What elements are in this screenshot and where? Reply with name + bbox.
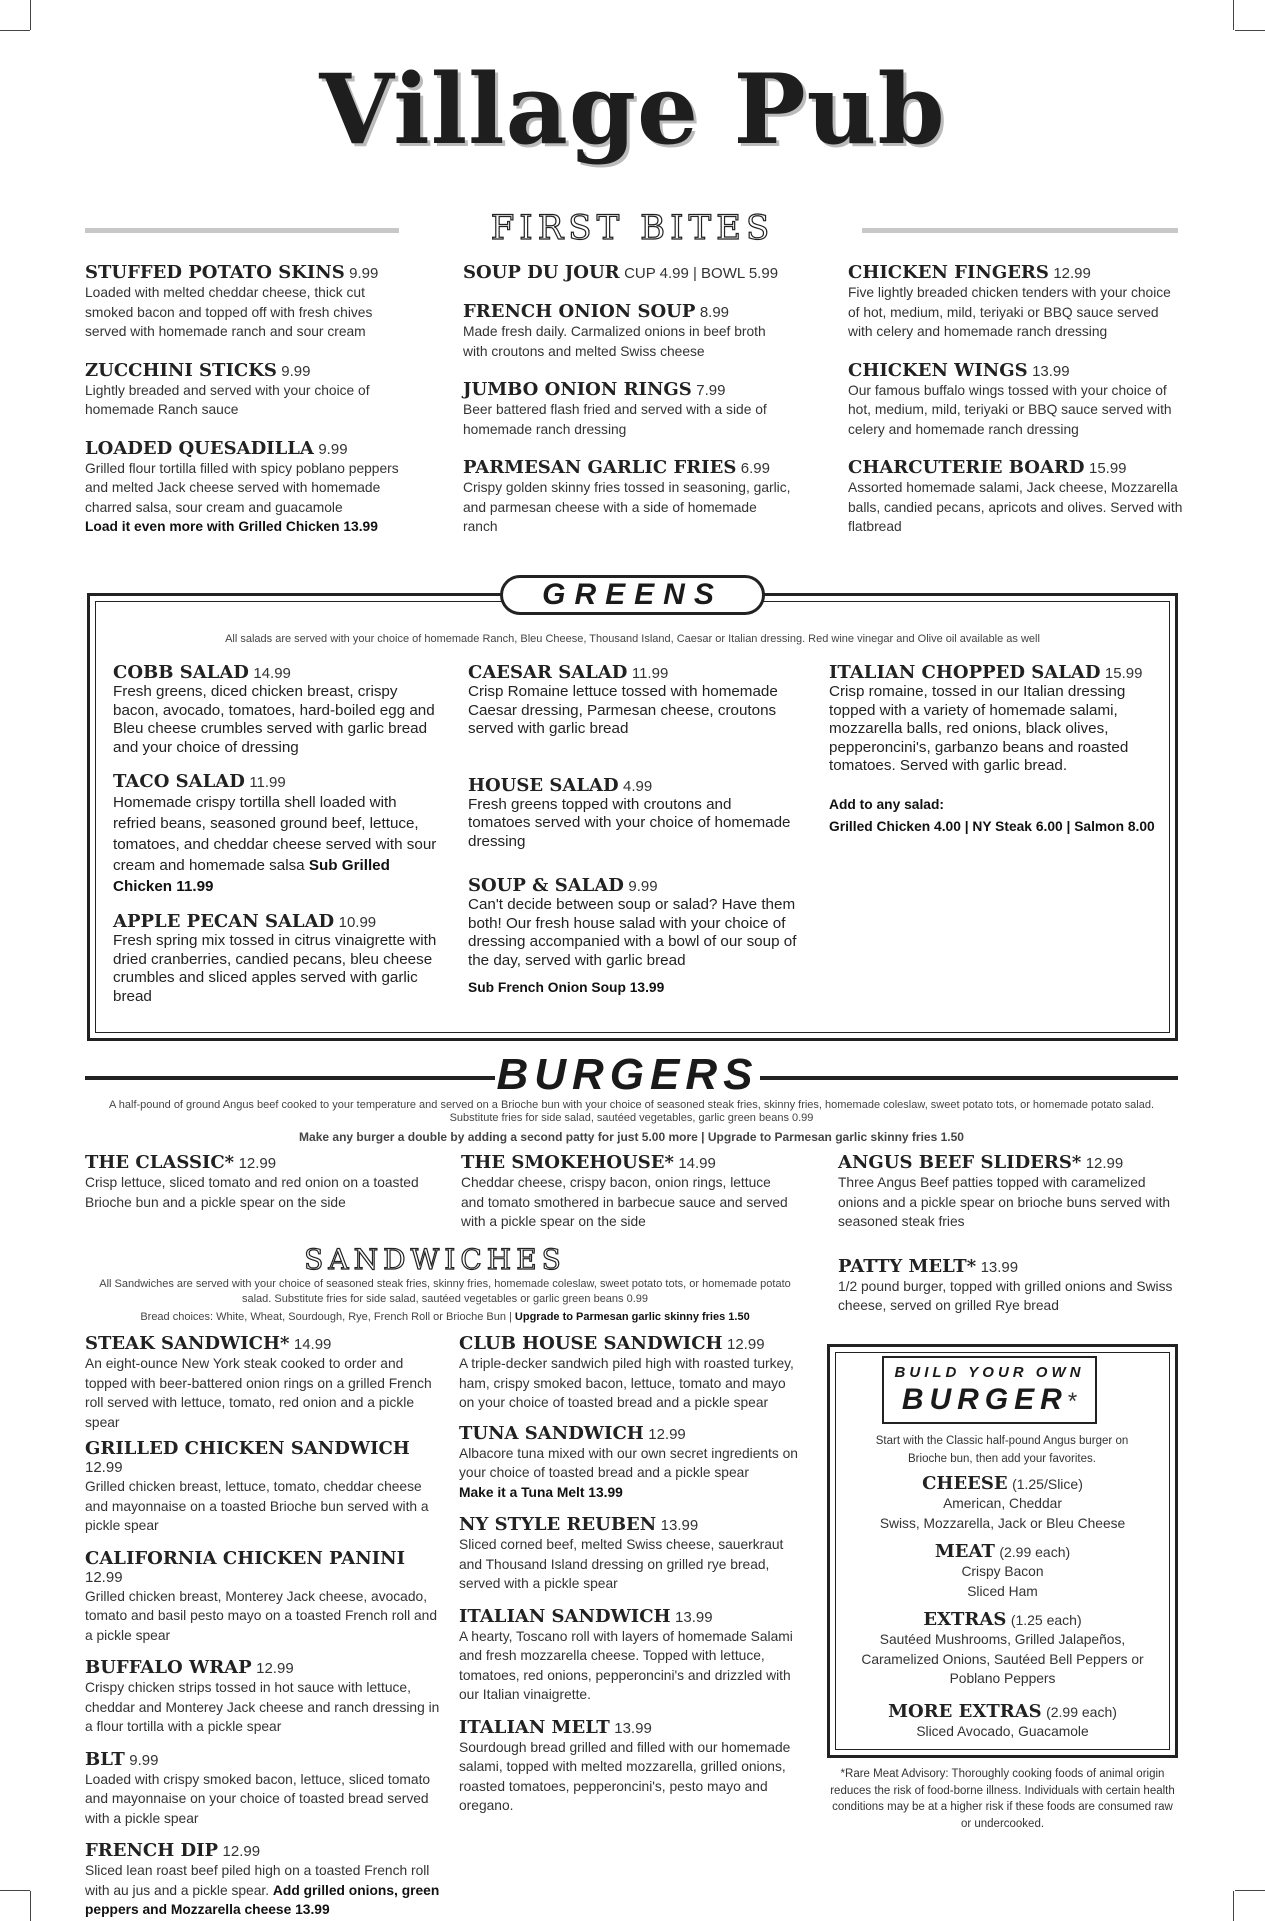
item-description: Grilled flour tortilla filled with spicy poblano peppers and melted Jack cheese served with homemade charred salsa, sour cream and guacamole (85, 460, 399, 515)
item-name: SOUP & SALAD (468, 875, 624, 896)
item-description: A hearty, Toscano roll with layers of homemade Salami and fresh mozzarella cheese. Topped with lettuce, tomatoes, red onions, pepperoncini's and drizzled with our Italian vinaigrette. (459, 1628, 793, 1702)
item-name: CHICKEN FINGERS (848, 262, 1049, 283)
item-description: Crisp Romaine lettuce tossed with homemade Caesar dressing, Parmesan cheese, croutons served with garlic bread (468, 683, 778, 737)
group-name: CHEESE (922, 1473, 1008, 1494)
item-description: Crispy golden skinny fries tossed in seasoning, garlic, and parmesan cheese with a side of homemade ranch (463, 480, 791, 534)
item-addon: Make it a Tuna Melt 13.99 (459, 1484, 623, 1500)
menu-item (461, 1152, 796, 1232)
item-name: ANGUS BEEF SLIDERS* (838, 1152, 1082, 1173)
menu-item (463, 379, 793, 439)
item-description: Sliced lean roast beef piled high on a toasted French roll with au jus and a pickle spear. (85, 1863, 430, 1898)
greens-note: All salads are served with your choice of homemade Ranch, Bleu Cheese, Thousand Island, Caesar or Italian dressing. Red wine vinegar and Olive oil available as well (225, 633, 1040, 645)
item-name: BLT (85, 1748, 125, 1770)
item-price: 12.99 (1053, 265, 1091, 282)
divider-rule (85, 1076, 495, 1080)
group-line: Caramelized Onions, Sautéed Bell Peppers or (861, 1651, 1144, 1667)
menu-item (85, 1657, 445, 1737)
menu-item (468, 875, 798, 998)
item-price: 4.99 (623, 777, 653, 795)
item-price: 12.99 (648, 1425, 686, 1443)
menu-item (85, 360, 405, 420)
item-name: SOUP DU JOUR (463, 262, 620, 283)
item-description: Grilled chicken breast, Monterey Jack cheese, avocado, tomato and basil pesto mayo on a toasted French roll and a pickle spear (85, 1588, 438, 1643)
restaurant-logo: Village Pub (319, 53, 946, 166)
menu-item (459, 1514, 804, 1594)
menu-item (463, 457, 793, 537)
menu-item (459, 1333, 804, 1413)
byo-star: * (1067, 1388, 1078, 1415)
group-line: Crispy Bacon (961, 1564, 1044, 1579)
item-name: HOUSE SALAD (468, 774, 619, 796)
menu-item (468, 662, 798, 739)
item-price: 12.99 (727, 1336, 765, 1353)
divider-rule (85, 228, 399, 233)
item-name: CHARCUTERIE BOARD (848, 457, 1085, 478)
item-price: 12.99 (238, 1155, 277, 1172)
item-price: 9.99 (318, 440, 348, 458)
item-name: ITALIAN CHOPPED SALAD (829, 662, 1101, 683)
byo-group-extras (840, 1609, 1165, 1689)
item-addon: Sub Grilled Chicken 11.99 (113, 857, 390, 895)
menu-item (85, 1438, 445, 1536)
item-description: Our famous buffalo wings tossed with your choice of hot, medium, mild, teriyaki or BBQ sauce served with celery and homemade ranch dressing (848, 382, 1172, 437)
group-line: Sliced Ham (967, 1583, 1038, 1599)
item-name: STUFFED POTATO SKINS (85, 262, 345, 283)
item-price: 7.99 (696, 382, 726, 399)
menu-item (85, 1840, 445, 1920)
burgers-note: A half-pound of ground Angus beef cooked to your temperature and served on a Brioche bun with your choice of seasoned steak fries, skinny fries, homemade coleslaw, sweet potato tots, or homemade potato salad. Substitute fries for side salad, sautéed vegetables, garlic green beans 0.99 (108, 1099, 1154, 1124)
item-name: BUFFALO WRAP (85, 1657, 252, 1678)
item-description: Sliced corned beef, melted Swiss cheese, sauerkraut and Thousand Island dressing on grilled rye bread, served with a pickle spear (459, 1537, 784, 1591)
menu-item (468, 775, 798, 852)
item-description: Crispy chicken strips tossed in hot sauce with lettuce, cheddar and Monterey Jack cheese and ranch dressing in a flour tortilla with a pickle spear (85, 1680, 440, 1734)
menu-item (838, 1152, 1178, 1232)
menu-item (113, 911, 443, 1006)
item-price: 15.99 (1088, 460, 1127, 477)
item-price: 9.99 (129, 1751, 159, 1769)
menu-item (85, 262, 405, 342)
item-name: FRENCH ONION SOUP (463, 301, 696, 322)
item-price: 11.99 (249, 774, 286, 791)
item-description: Loaded with melted cheddar cheese, thick cut smoked bacon and topped off with fresh chives served with homemade ranch and sour cream (85, 285, 373, 339)
group-line: Poblano Peppers (949, 1671, 1056, 1686)
divider-rule (862, 228, 1178, 233)
greens-col-2 (468, 662, 798, 1016)
menu-item (85, 1152, 420, 1212)
item-description: Five lightly breaded chicken tenders with your choice of hot, medium, mild, teriyaki or BBQ sauce served with celery and homemade ranch dressing (848, 285, 1171, 339)
item-price: 13.99 (675, 1608, 713, 1626)
item-price: 12.99 (256, 1660, 294, 1677)
byo-big-wrap (884, 1383, 1095, 1417)
item-description: Three Angus Beef patties topped with caramelized onions and a pickle spear on brioche buns served with seasoned steak fries (838, 1175, 1171, 1229)
item-description: Can't decide between soup or salad? Have them both! Our fresh house salad with your choice of dressing accompanied with a bowl of our soup of the day, served with garlic bread (468, 896, 797, 969)
item-name: CAESAR SALAD (468, 662, 628, 683)
greens-col-1 (113, 662, 443, 1024)
upgrade-note: Upgrade to Parmesan garlic skinny fries 1.50 (514, 1311, 750, 1323)
group-price: (2.99 each) (999, 1544, 1071, 1560)
item-price: 9.99 (281, 362, 311, 380)
item-name: PATTY MELT* (838, 1255, 977, 1277)
sandwiches-title: SANDWICHES (304, 1243, 566, 1276)
item-addon: Add grilled onions, green peppers and Mozzarella cheese 13.99 (85, 1882, 440, 1917)
item-description: Homemade crispy tortilla shell loaded with refried beans, seasoned ground beef, lettuce, tomatoes, and cheddar cheese served with sour cream and homemade salsa (113, 794, 437, 874)
menu-item (85, 438, 405, 537)
item-name: NY STYLE REUBEN (459, 1514, 657, 1535)
item-name: APPLE PECAN SALAD (113, 911, 335, 932)
menu-item (459, 1423, 804, 1503)
byo-group-more-extras (840, 1701, 1165, 1742)
group-line: Swiss, Mozzarella, Jack or Bleu Cheese (879, 1515, 1126, 1531)
first-bites-col-1 (85, 262, 405, 555)
group-price: (1.25/Slice) (1012, 1476, 1083, 1492)
menu-item (113, 771, 443, 897)
item-description: Albacore tuna mixed with our own secret ingredients on your choice of toasted bread and a pickle spear (459, 1445, 798, 1480)
item-price: 14.99 (678, 1155, 716, 1172)
group-name: MEAT (934, 1541, 995, 1562)
sandwiches-col-1 (85, 1333, 445, 1921)
byo-small-label: BUILD YOUR OWN (894, 1364, 1085, 1381)
group-price: (2.99 each) (1046, 1703, 1117, 1720)
item-description: Fresh greens, diced chicken breast, crispy bacon, avocado, tomatoes, hard-boiled egg and Bleu cheese crumbles served with garlic bread and your choice of dressing (113, 683, 435, 756)
menu-item (113, 662, 443, 757)
greens-col-3 (829, 662, 1159, 838)
menu-item (848, 360, 1183, 440)
item-name: STEAK SANDWICH* (85, 1333, 290, 1354)
item-price: CUP 4.99 | BOWL 5.99 (624, 265, 779, 282)
item-price: 14.99 (293, 1336, 332, 1353)
item-price: 9.99 (349, 265, 379, 282)
first-bites-col-3 (848, 262, 1183, 555)
byo-intro: Start with the Classic half-pound Angus burger on Brioche bun, then add your favorites. (875, 1435, 1129, 1465)
menu-item (463, 301, 793, 361)
byo-big-label: BURGER (901, 1383, 1068, 1416)
burgers-title: BURGERS (496, 1050, 759, 1099)
item-description: Grilled chicken breast, lettuce, tomato, cheddar cheese and mayonnaise on a toasted Brioche bun served with a pickle spear (85, 1479, 429, 1533)
item-name: JUMBO ONION RINGS (463, 379, 692, 400)
sandwiches-bread-note (85, 1311, 805, 1323)
crop-mark (0, 1890, 30, 1891)
menu-item (85, 1749, 445, 1829)
item-price: 15.99 (1104, 665, 1143, 682)
item-price: 12.99 (1085, 1155, 1124, 1172)
item-price: 6.99 (740, 460, 770, 477)
item-price: 13.99 (660, 1517, 699, 1534)
item-description: A triple-decker sandwich piled high with roasted turkey, ham, crispy smoked bacon, lettuce, tomato and mayo on your choice of toasted bread and a pickle spear (459, 1356, 794, 1410)
byo-group-meat (840, 1541, 1165, 1601)
item-description: Fresh spring mix tossed in citrus vinaigrette with dried cranberries, candied pecans, bleu cheese crumbles and sliced apples served with garlic bread (113, 932, 437, 1005)
rare-meat-advisory: *Rare Meat Advisory: Thoroughly cooking foods of animal origin reduces the risk of food-borne illness. Individuals with certain health conditions may be at a higher risk if these foods are consumed raw or undercooked. (830, 1768, 1175, 1830)
item-description: Lightly breaded and served with your choice of homemade Ranch sauce (85, 382, 370, 417)
item-description: 1/2 pound burger, topped with grilled onions and Swiss cheese, served on grilled Rye bread (838, 1278, 1173, 1313)
item-description: An eight-ounce New York steak cooked to order and topped with beer-battered onion rings on a grilled French roll served with lettuce, tomato, red onion and a pickle spear (85, 1356, 432, 1430)
group-line: Sliced Avocado, Guacamole (916, 1723, 1089, 1739)
item-description: Crisp lettuce, sliced tomato and red onion on a toasted Brioche bun and a pickle spear on the side (85, 1175, 419, 1210)
item-name: PARMESAN GARLIC FRIES (463, 457, 737, 478)
group-name: MORE EXTRAS (888, 1700, 1042, 1722)
item-description: Beer battered flash fried and served with a side of homemade ranch dressing (463, 402, 767, 437)
item-addon: Sub French Onion Soup 13.99 (468, 980, 665, 995)
item-price: 14.99 (253, 665, 291, 682)
item-name: CLUB HOUSE SANDWICH (459, 1333, 723, 1354)
burgers-col-2 (461, 1152, 796, 1250)
group-line: Sautéed Mushrooms, Grilled Jalapeños, (879, 1632, 1126, 1647)
menu-item (838, 1256, 1178, 1316)
crop-mark (30, 1891, 31, 1921)
item-name: CALIFORNIA CHICKEN PANINI (85, 1547, 405, 1569)
item-price: 12.99 (85, 1568, 123, 1586)
crop-mark (1235, 30, 1265, 31)
item-name: THE CLASSIC* (85, 1152, 235, 1173)
crop-mark (1235, 1890, 1265, 1891)
item-price: 12.99 (85, 1459, 123, 1476)
menu-item (848, 457, 1183, 537)
crop-mark (30, 0, 31, 30)
item-name: LOADED QUESADILLA (85, 437, 314, 459)
item-description: Made fresh daily. Carmalized onions in beef broth with croutons and melted Swiss cheese (463, 324, 766, 359)
item-price: 13.99 (614, 1719, 652, 1737)
sandwiches-col-2 (459, 1333, 804, 1834)
item-name: ITALIAN SANDWICH (459, 1605, 671, 1627)
add-to-salad-options: Grilled Chicken 4.00 | NY Steak 6.00 | Salmon 8.00 (829, 818, 1155, 834)
item-description: Sourdough bread grilled and filled with our homemade salami, topped with melted mozzarella, grilled onions, roasted tomatoes, pepperoncini's, pesto mayo and oregano. (459, 1739, 791, 1813)
burgers-note-bold: Make any burger a double by adding a second patty for just 5.00 more | Upgrade to Parmesan garlic skinny fries 1.50 (299, 1130, 964, 1144)
menu-item (463, 262, 793, 283)
item-name: GRILLED CHICKEN SANDWICH (85, 1438, 410, 1459)
item-name: COBB SALAD (113, 662, 249, 683)
byo-groups (840, 1473, 1165, 1741)
byo-header (882, 1356, 1097, 1424)
divider-rule (760, 1076, 1178, 1080)
item-name: TUNA SANDWICH (459, 1422, 644, 1444)
item-price: 9.99 (628, 878, 658, 895)
byo-group-cheese (840, 1473, 1165, 1533)
crop-mark (1233, 0, 1234, 30)
item-name: TACO SALAD (113, 771, 245, 792)
item-name: FRENCH DIP (85, 1840, 219, 1861)
item-price: 10.99 (338, 914, 377, 931)
group-name: EXTRAS (923, 1609, 1007, 1630)
menu-item (829, 662, 1159, 776)
crop-mark (1233, 1891, 1234, 1921)
menu-item (848, 262, 1183, 342)
menu-item (85, 1333, 445, 1432)
group-price: (1.25 each) (1010, 1612, 1082, 1628)
crop-mark (0, 30, 30, 31)
greens-title: GREENS (500, 575, 765, 615)
menu-item (459, 1717, 804, 1816)
item-description: Fresh greens topped with croutons and tomatoes served with your choice of homemade dressing (468, 795, 791, 850)
first-bites-col-2 (463, 262, 793, 555)
sandwiches-note: All Sandwiches are served with your choice of seasoned steak fries, skinny fries, homemade coleslaw, sweet potato tots, or homemade potato salad. Substitute fries for side salad, sautéed vegetables or garlic green beans 0.99 (99, 1278, 791, 1305)
item-price: 13.99 (980, 1258, 1019, 1276)
item-addon: Load it even more with Grilled Chicken 13.99 (85, 519, 378, 534)
first-bites-title: FIRST BITES (490, 208, 775, 248)
item-description: Cheddar cheese, crispy bacon, onion rings, lettuce and tomato smothered in barbecue sauce and served with a pickle spear on the side (461, 1175, 788, 1229)
bread-choices: Bread choices: White, Wheat, Sourdough, Rye, French Roll or Brioche Bun | (140, 1311, 512, 1323)
add-to-salad-label: Add to any salad: (829, 796, 944, 812)
item-description: Loaded with crispy smoked bacon, lettuce, sliced tomato and mayonnaise on your choice of toasted bread served with a pickle spear (85, 1771, 431, 1826)
burgers-col-1 (85, 1152, 420, 1230)
item-price: 13.99 (1032, 362, 1070, 380)
group-line: American, Cheddar (943, 1496, 1062, 1511)
item-name: ZUCCHINI STICKS (85, 359, 277, 381)
item-price: 8.99 (699, 304, 730, 321)
item-name: ITALIAN MELT (459, 1716, 610, 1738)
menu-item (459, 1606, 804, 1705)
item-description: Assorted homemade salami, Jack cheese, Mozzarella balls, candied pecans, apricots and olives. Served with flatbread (848, 480, 1183, 534)
item-price: 12.99 (222, 1843, 261, 1860)
item-name: THE SMOKEHOUSE* (461, 1152, 674, 1173)
item-price: 11.99 (631, 665, 669, 682)
item-name: CHICKEN WINGS (848, 359, 1028, 381)
menu-item (85, 1548, 445, 1646)
burgers-col-3 (838, 1152, 1178, 1334)
item-description: Crisp romaine, tossed in our Italian dressing topped with a variety of homemade salami, mozzarella balls, red onions, black olives, pepperoncini's, garbanzo beans and roasted tomatoes. Served with garlic bread. (829, 683, 1129, 774)
